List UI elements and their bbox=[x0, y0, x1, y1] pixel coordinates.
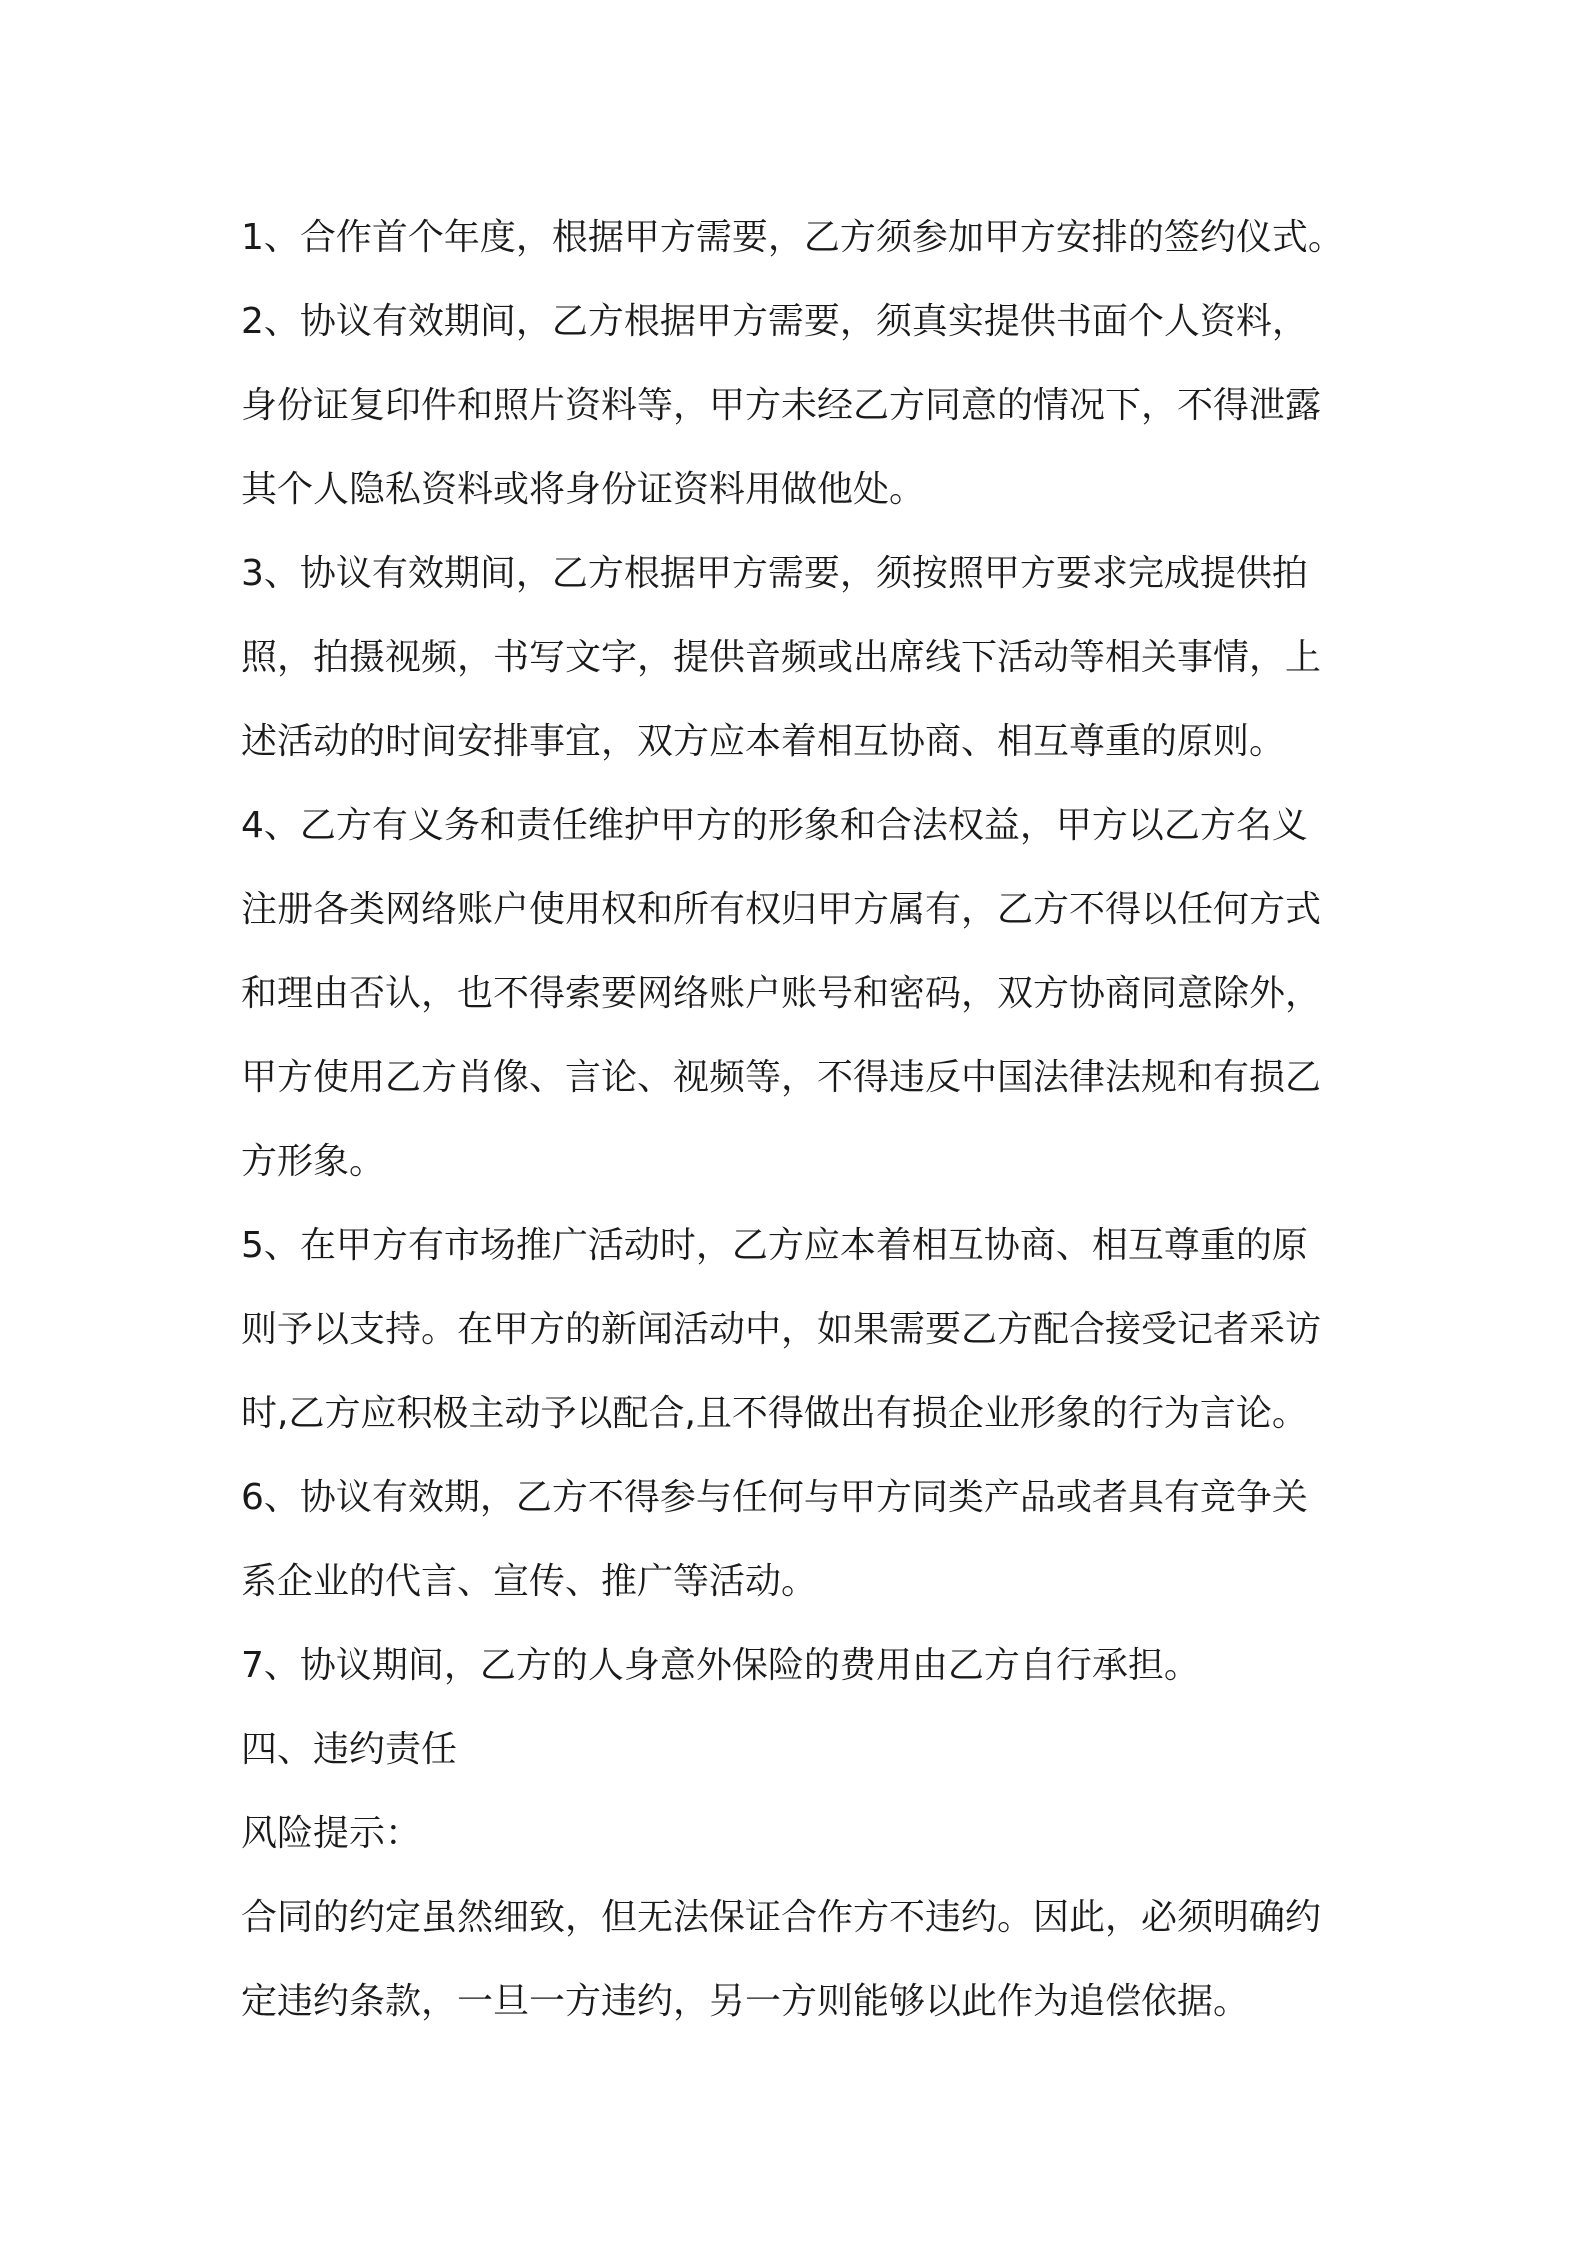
text-line: 4、乙方有义务和责任维护甲方的形象和合法权益，甲方以乙方名义 bbox=[241, 805, 1308, 846]
text-line: 2、协议有效期间，乙方根据甲方需要，须真实提供书面个人资料， bbox=[241, 301, 1308, 342]
clause-3 bbox=[241, 532, 1361, 784]
risk-label bbox=[241, 1792, 1361, 1876]
text-line: 5、在甲方有市场推广活动时，乙方应本着相互协商、相互尊重的原 bbox=[241, 1225, 1308, 1266]
text-line: 其个人隐私资料或将身份证资料用做他处。 bbox=[241, 469, 926, 510]
text-line: 照，拍摄视频，书写文字，提供音频或出席线下活动等相关事情，上 bbox=[241, 637, 1322, 678]
clause-4 bbox=[241, 784, 1361, 1204]
text-line: 述活动的时间安排事宜，双方应本着相互协商、相互尊重的原则。 bbox=[241, 721, 1286, 762]
clause-6 bbox=[241, 1456, 1361, 1624]
text-line: 注册各类网络账户使用权和所有权归甲方属有，乙方不得以任何方式 bbox=[241, 889, 1322, 930]
text-line: 时,乙方应积极主动予以配合,且不得做出有损企业形象的行为言论。 bbox=[241, 1393, 1308, 1434]
text-line: 系企业的代言、宣传、推广等活动。 bbox=[241, 1561, 818, 1602]
clause-7 bbox=[241, 1624, 1361, 1708]
section-heading bbox=[241, 1708, 1361, 1792]
clause-2 bbox=[241, 280, 1361, 532]
text-line: 甲方使用乙方肖像、言论、视频等，不得违反中国法律法规和有损乙 bbox=[241, 1057, 1322, 1098]
clause-1 bbox=[241, 196, 1361, 280]
section-heading-text: 四、违约责任 bbox=[241, 1729, 458, 1770]
document-body bbox=[241, 196, 1361, 2044]
text-line: 方形象。 bbox=[241, 1141, 386, 1182]
risk-paragraph bbox=[241, 1876, 1361, 2044]
text-line: 身份证复印件和照片资料等，甲方未经乙方同意的情况下，不得泄露 bbox=[241, 385, 1322, 426]
text-line: 则予以支持。在甲方的新闻活动中，如果需要乙方配合接受记者采访 bbox=[241, 1309, 1322, 1350]
risk-label-text: 风险提示： bbox=[241, 1813, 422, 1854]
text-line: 3、协议有效期间，乙方根据甲方需要，须按照甲方要求完成提供拍 bbox=[241, 553, 1308, 594]
text-line: 和理由否认，也不得索要网络账户账号和密码，双方协商同意除外， bbox=[241, 973, 1322, 1014]
text-line: 6、协议有效期，乙方不得参与任何与甲方同类产品或者具有竞争关 bbox=[241, 1477, 1308, 1518]
text-line: 1、合作首个年度，根据甲方需要，乙方须参加甲方安排的签约仪式。 bbox=[241, 217, 1344, 258]
clause-5 bbox=[241, 1204, 1361, 1456]
text-line: 7、协议期间，乙方的人身意外保险的费用由乙方自行承担。 bbox=[241, 1645, 1200, 1686]
text-line: 合同的约定虽然细致，但无法保证合作方不违约。因此，必须明确约 bbox=[241, 1897, 1322, 1938]
text-line: 定违约条款，一旦一方违约，另一方则能够以此作为追偿依据。 bbox=[241, 1981, 1250, 2022]
